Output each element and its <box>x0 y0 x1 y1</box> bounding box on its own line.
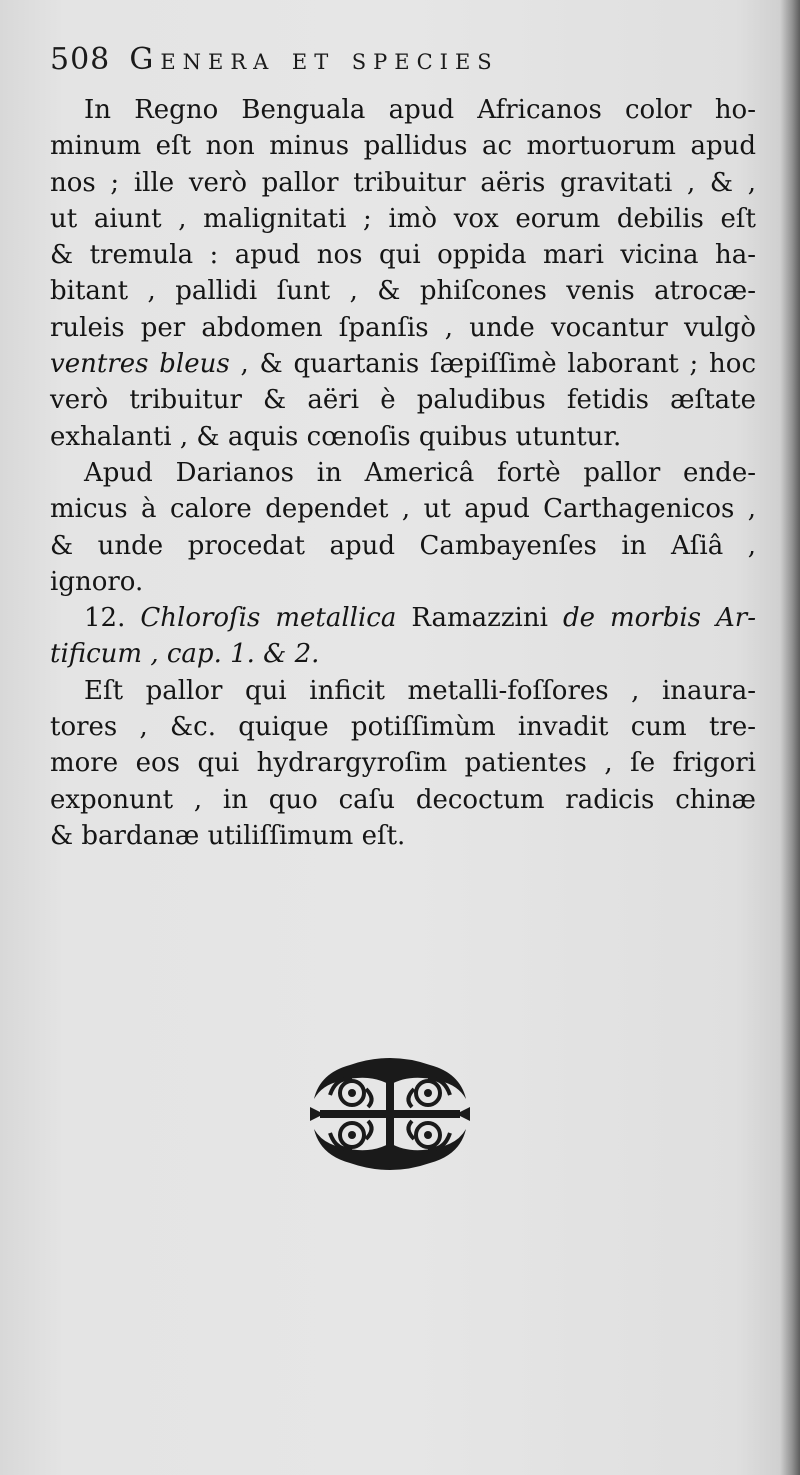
text-line-mixed <box>50 600 756 636</box>
text-line: more eos qui hydrargyroſim patientes , ſe frigori <box>50 748 756 779</box>
italic-title: Chloroſis metallica <box>140 603 397 634</box>
text-line: & tremula : apud nos qui oppida mari vicina ha- <box>50 240 756 271</box>
paragraph-metallica <box>50 673 756 854</box>
text-line: verò tribuitur & aëri è paludibus fetidis æſtate <box>50 385 756 416</box>
page-edge-shadow <box>780 0 800 1475</box>
text-line: In Regno Benguala apud Africanos color ho- <box>84 95 756 125</box>
text-line-mixed <box>50 346 756 382</box>
text-line: Eſt pallor qui inficit metalli-foſſores , inaura- <box>84 675 756 706</box>
italic-work: de morbis Ar- <box>562 603 756 634</box>
italic-citation: tificum , cap. 1. & 2. <box>50 639 320 670</box>
body-text <box>50 92 756 854</box>
text-line: Apud Darianos in Americâ fortè pallor ende- <box>84 457 756 488</box>
text-line: nos ; ille verò pallor tribuitur aëris gravitati , & , <box>50 167 756 198</box>
text-line: minum eſt non minus pallidus ac mortuorum apud <box>50 131 756 162</box>
running-header <box>50 42 750 77</box>
text-line-italic <box>50 636 756 672</box>
text-line: ruleis per abdomen ſpanſis , unde vocantur vulgò <box>50 312 756 343</box>
paragraph-darianos <box>50 455 756 600</box>
printers-ornament-icon <box>310 1055 470 1173</box>
paragraph-benguala <box>50 92 756 455</box>
text-line: exhalanti , & aquis cœnoſis quibus utuntur. <box>50 421 622 452</box>
paragraph-heading-12 <box>50 600 756 673</box>
author-name: Ramazzini <box>411 603 548 634</box>
running-title: Genera et species <box>129 42 499 77</box>
text-line: micus à calore dependet , ut apud Carthagenicos , <box>50 494 756 525</box>
page-number: 508 <box>50 42 111 77</box>
text-line: & unde procedat apud Cambayenſes in Aſiâ , <box>50 530 756 561</box>
text-line: & bardanæ utiliſſimum eſt. <box>50 820 406 851</box>
text-line: bitant , pallidi ſunt , & phiſcones venis atrocæ- <box>50 276 756 307</box>
text-line: exponunt , in quo caſu decoctum radicis chinæ <box>50 784 756 815</box>
text-line: tores , &c. quique potiſſimùm invadit cum tre- <box>50 712 756 743</box>
text-line: ut aiunt , malignitati ; imò vox eorum debilis eſt <box>50 203 756 234</box>
text-line: ignoro. <box>50 566 144 597</box>
text-fragment: , & quartanis ſæpiſſimè laborant ; hoc <box>240 349 756 380</box>
section-number: 12. <box>84 603 126 634</box>
italic-term: ventres bleus <box>50 349 230 380</box>
